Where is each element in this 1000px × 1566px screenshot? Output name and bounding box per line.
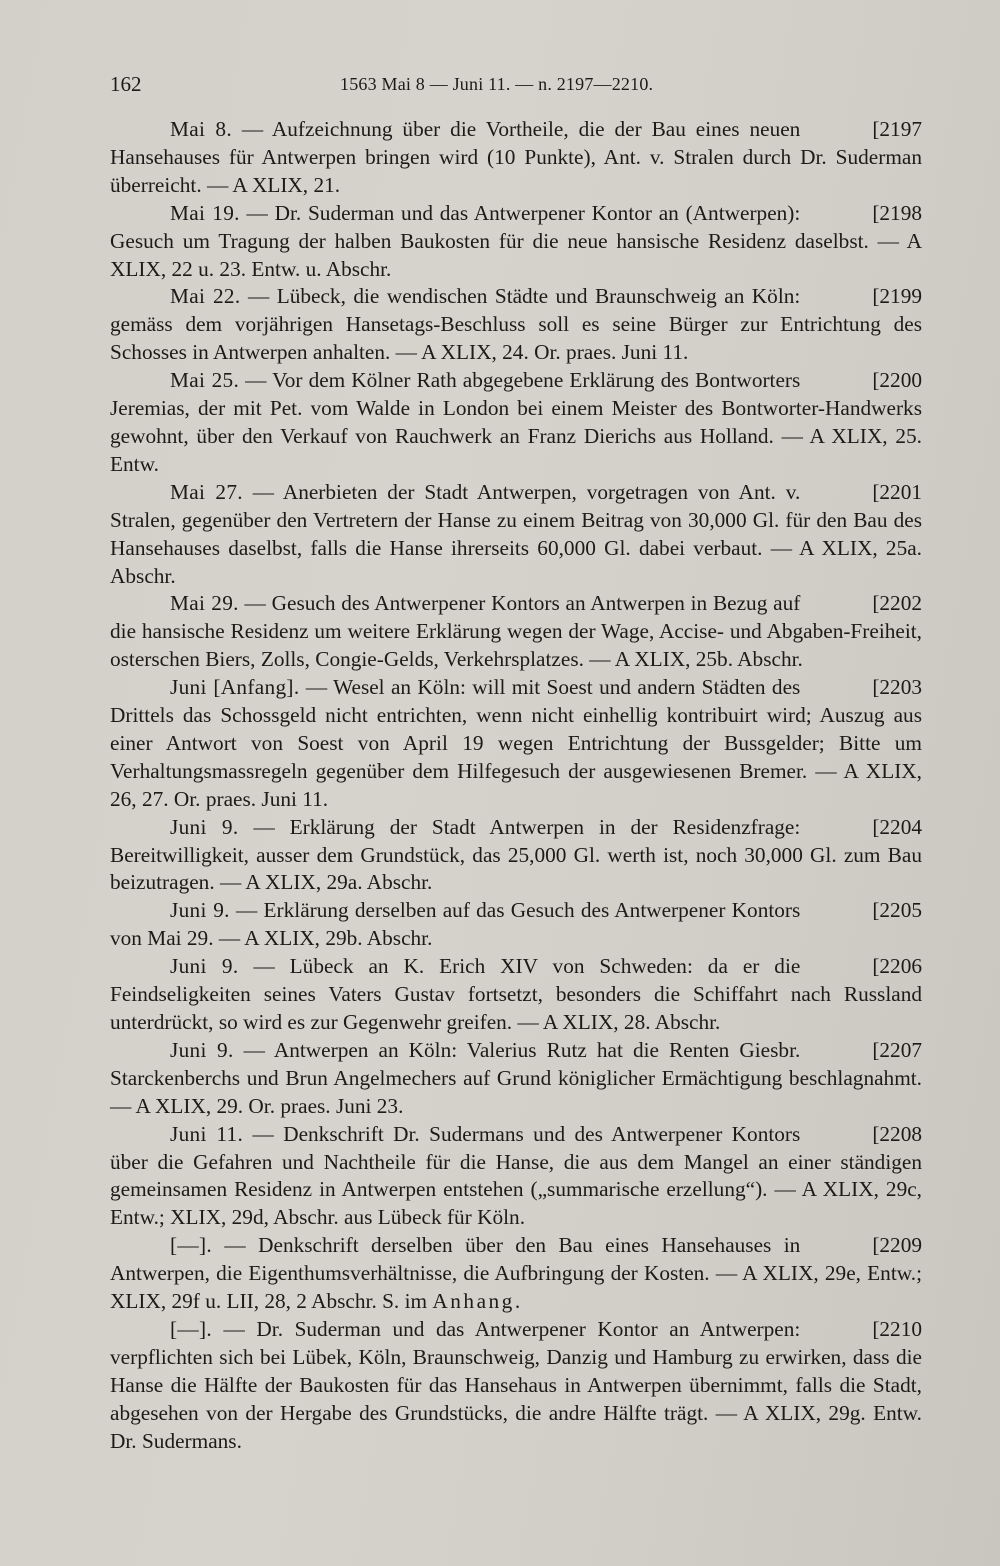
entry-2208 (110, 1121, 922, 1233)
entry-number: [ 2204 (812, 814, 922, 842)
entry-number: [ 2203 (812, 674, 922, 702)
entry-2202 (110, 590, 922, 674)
page-number: 162 (110, 72, 142, 96)
entry-text: — Erklärung der Stadt Antwerpen in der Residenzfrage: Bereitwilligkeit, ausser dem Grundstück, das 25,000 Gl. werth ist, noch 30,000 Gl. zum Bau beizutragen. — A XLIX, 29a. Abschr. (110, 814, 922, 895)
entry-text: — Lübeck, die wendischen Städte und Braunschweig an Köln: gemäss dem vorjährigen Hansetags-Beschluss soll es seine Bürger zur Entrichtung des Schosses in Antwerpen anhalten. — A XLIX, 24. Or. praes. Juni 11. (110, 284, 922, 365)
entry-2197 (110, 116, 922, 200)
entry-2201 (110, 479, 922, 591)
entry-number: [ 2199 (812, 283, 922, 311)
entry-text: — Erklärung derselben auf das Gesuch des Antwerpener Kontors von Mai 29. — A XLIX, 29b. Abschr. (110, 898, 801, 951)
entry-date: Juni 9. (170, 954, 239, 979)
entry-date: Juni 9. (170, 1037, 234, 1062)
running-head: 1563 Mai 8 — Juni 11. — n. 2197—2210. (340, 74, 654, 94)
entry-date: Mai 8. (170, 117, 232, 141)
entry-text-tail: . (514, 1289, 521, 1314)
entry-number: [ 2210 (812, 1316, 922, 1344)
entry-text: — Vor dem Kölner Rath abgegebene Erklärung des Bontworters Jeremias, der mit Pet. vom Walde in London bei einem Meister des Bontworter-Handwerks gewohnt, über den Verkauf von Rauchwerk an Franz Dierichs aus Holland. — A XLIX, 25. Entw. (110, 368, 922, 476)
entries-list (110, 116, 922, 1456)
entry-text: — Denkschrift derselben über den Bau eines Hansehauses in Antwerpen, die Eigenthumsverhältnisse, die Aufbringung der Kosten. — A XLIX, 29e, Entw.; XLIX, 29f u. LII, 28, 2 Abschr. S. im (110, 1233, 922, 1314)
entry-2210 (110, 1316, 922, 1456)
entry-2205 (110, 897, 922, 953)
entry-text: — Dr. Suderman und das Antwerpener Kontor an Antwerpen: verpflichten sich bei Lübek, Köln, Braunschweig, Danzig und Hamburg zu erwirken, dass die Hanse die Hälfte der Baukosten für das Hansehaus in Antwerpen übernimmt, falls die Stadt, abgesehen von der Hergabe des Grundstücks, die andre Hälfte trägt. — A XLIX, 29g. Entw. Dr. Sudermans. (110, 1316, 922, 1453)
page-header (110, 72, 922, 100)
entry-text: — Dr. Suderman und das Antwerpener Kontor an (Antwerpen): Gesuch um Tragung der halben Baukosten für die neue hansische Residenz daselbst. — A XLIX, 22 u. 23. Entw. u. Abschr. (110, 200, 922, 281)
entry-2198 (110, 200, 922, 284)
entry-date: Juni [Anfang]. (170, 675, 300, 700)
entry-number: [ 2206 (812, 953, 922, 981)
entry-text: — Antwerpen an Köln: Valerius Rutz hat die Renten Giesbr. Starckenberchs und Brun Angelmechers auf Grund königlicher Ermächtigung beschlagnahmt. — A XLIX, 29. Or. praes. Juni 23. (110, 1037, 922, 1118)
entry-date: Mai 25. (170, 368, 240, 393)
entry-number: [ 2202 (812, 590, 922, 618)
entry-date: Juni 9. (170, 898, 230, 923)
entry-date: Mai 29. (170, 591, 239, 616)
entry-2209 (110, 1232, 922, 1316)
entry-2199 (110, 283, 922, 367)
entry-2206 (110, 953, 922, 1037)
entry-date: Mai 27. (170, 479, 243, 504)
entry-2207 (110, 1037, 922, 1121)
entry-text: — Anerbieten der Stadt Antwerpen, vorgetragen von Ant. v. Stralen, gegenüber den Vertretern der Hanse zu einem Beitrag von 30,000 Gl. für den Bau des Hansehauses daselbst, falls die Hanse ihrerseits 60,000 Gl. dabei verbaut. — A XLIX, 25a. Abschr. (110, 479, 922, 588)
entry-text: — Aufzeichnung über die Vortheile, die der Bau eines neuen Hansehauses für Antwerpen bringen wird (10 Punkte), Ant. v. Stralen durch Dr. Suderman überreicht. — A XLIX, 21. (110, 117, 922, 197)
entry-date: Mai 19. (170, 200, 240, 225)
entry-2200 (110, 367, 922, 479)
entry-text: — Gesuch des Antwerpener Kontors an Antwerpen in Bezug auf die hansische Residenz um weitere Erklärung wegen der Wage, Accise- und Abgaben-Freiheit, osterschen Biers, Zolls, Congie-Gelds, Verkehrsplatzes. — A XLIX, 25b. Abschr. (110, 591, 922, 672)
entry-number: [ 2205 (812, 897, 922, 925)
entry-number: [ 2207 (812, 1037, 922, 1065)
entry-date: [—]. (170, 1316, 213, 1341)
entry-date: Juni 9. (170, 814, 239, 839)
entry-number: [ 2200 (812, 367, 922, 395)
entry-date: Mai 22. (170, 284, 241, 309)
entry-text: — Lübeck an K. Erich XIV von Schweden: da er die Feindseligkeiten seines Vaters Gustav fortsetzt, besonders die Schiffahrt nach Russland unterdrückt, so wird es zur Gegenwehr greifen. — A XLIX, 28. Abschr. (110, 954, 922, 1034)
entry-2203 (110, 674, 922, 814)
entry-2204 (110, 814, 922, 898)
entry-number: [ 2201 (812, 479, 922, 507)
entry-text-spaced: Anhang (432, 1289, 515, 1314)
entry-number: [ 2208 (812, 1121, 922, 1149)
entry-text: — Denkschrift Dr. Sudermans und des Antwerpener Kontors über die Gefahren und Nachtheile für die Hanse, die aus dem Mangel an einer ständigen gemeinsamen Residenz in Antwerpen entstehen („summarische erzellung“). — A XLIX, 29c, Entw.; XLIX, 29d, Abschr. aus Lübeck für Köln. (110, 1121, 922, 1230)
entry-date: Juni 11. (170, 1121, 244, 1146)
entry-number: [ 2198 (812, 200, 922, 228)
entry-number: [ 2197 (812, 116, 922, 144)
entry-date: [—]. (170, 1233, 213, 1258)
entry-text: — Wesel an Köln: will mit Soest und andern Städten des Drittels das Schossgeld nicht entrichten, wenn nicht einhellig kontribuirt wird; Auszug aus einer Antwort von Soest von April 19 wegen Entrichtung der Bussgelder; Bitte um Verhaltungsmassregeln gegenüber dem Hilfegesuch der ausgewiesenen Bremer. — A XLIX, 26, 27. Or. praes. Juni 11. (110, 675, 922, 811)
entry-number: [ 2209 (812, 1232, 922, 1260)
